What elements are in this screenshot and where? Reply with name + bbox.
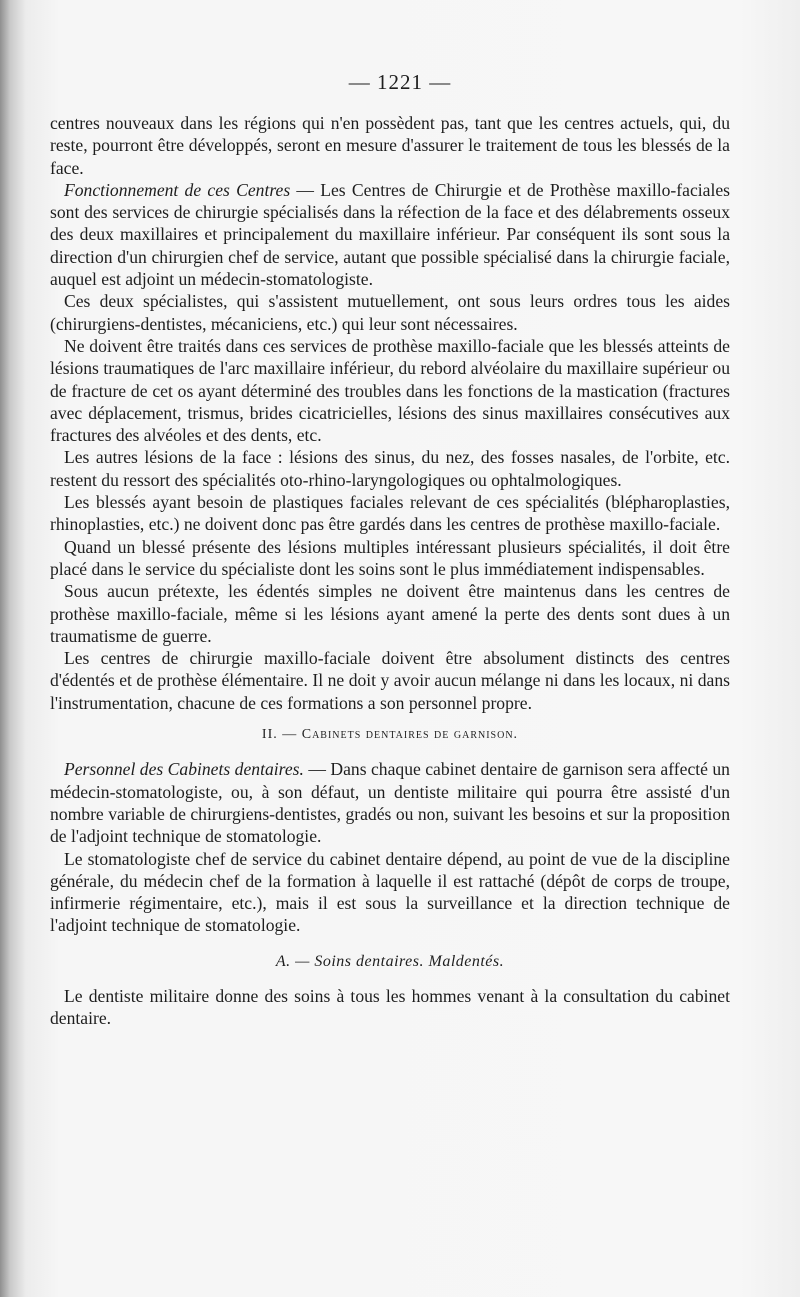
paragraph — [50, 647, 730, 714]
body-text — [50, 112, 730, 1030]
paragraph-text: Les blessés ayant besoin de plastiques faciales relevant de ces spécialités (blépharoplasties, rhinoplasties, etc.) ne doivent donc pas être gardés dans les centres de prothèse maxillo-faciale. — [50, 492, 730, 535]
paragraph — [50, 491, 730, 536]
page-number: — 1221 — — [348, 70, 452, 94]
paragraph-text: Ne doivent être traités dans ces services de prothèse maxillo-faciale que les blessés atteints de lésions traumatiques de l'arc maxillaire inférieur, du rebord alvéolaire du maxillaire supérieur ou de fracture de cet os ayant déterminé des troubles dans les fonctions de la mastication (fractures avec déplacement, trismus, brides cicatricielles, lésions des sinus maxillaires consécutives aux fractures des alvéoles et des dents, etc. — [50, 335, 730, 446]
paragraph — [50, 848, 730, 937]
paragraph-text: — Dans chaque cabinet dentaire de garnison sera affecté un médecin-stomatologiste, ou, à son défaut, un dentiste militaire qui pourra être assisté d'un nombre variable de chirurgiens-dentistes, gradés ou non, suivant les besoins et sur la proposition de l'adjoint technique de stomatologie. — [50, 759, 730, 847]
sub-heading: A. — Soins dentaires. Maldentés. — [275, 952, 505, 970]
paragraph — [50, 446, 730, 491]
paragraph-text: centres nouveaux dans les régions qui n'en possèdent pas, tant que les centres actuels, qui, du reste, pourront être développés, seront en mesure d'assurer le traitement de tous les blessés de la face. — [50, 113, 730, 178]
paragraph — [50, 758, 730, 847]
paragraph-lead: Personnel des Cabinets dentaires. — [64, 759, 304, 780]
paragraph — [50, 985, 730, 1030]
paragraph — [50, 179, 730, 290]
paragraph — [50, 335, 730, 446]
paragraph-text: — Les Centres de Chirurgie et de Prothèse maxillo-faciales sont des services de chirurgie spécialisés dans la réfection de la face et des délabrements osseux des deux maxillaires et principalement du maxillaire inférieur. Par conséquent ils sont sous la direction d'un chirurgien chef de service, autant que possible spécialisé dans la chirurgie faciale, auquel est adjoint un médecin-stomatologiste. — [50, 179, 730, 290]
paragraph-lead: Fonctionnement de ces Centres — [64, 179, 291, 200]
paragraph — [50, 536, 730, 581]
paragraph-text: Le dentiste militaire donne des soins à tous les hommes venant à la consultation du cabinet dentaire. — [50, 985, 730, 1029]
paragraph-text: Sous aucun prétexte, les édentés simples ne doivent être maintenus dans les centres de prothèse maxillo-faciale, même si les lésions ayant amené la perte des dents sont dues à un traumatisme de guerre. — [50, 581, 730, 646]
paragraph-text: Les autres lésions de la face : lésions des sinus, du nez, des fosses nasales, de l'orbite, etc. restent du ressort des spécialités oto-rhino-laryngologiques ou ophtalmologiques. — [50, 447, 730, 490]
paragraph — [50, 112, 730, 179]
paragraph-text: Quand un blessé présente des lésions multiples intéressant plusieurs spécialités, il doit être placé dans le service du spécialiste dont les soins sont le plus immédiatement indispensables. — [50, 536, 730, 579]
section-heading: II. — Cabinets dentaires de garnison. — [261, 727, 519, 743]
paragraph — [50, 290, 730, 335]
paragraph-text: Ces deux spécialistes, qui s'assistent mutuellement, ont sous leurs ordres tous les aides (chirurgiens-dentistes, mécaniciens, etc.) qui leur sont nécessaires. — [50, 291, 730, 334]
paragraph-text: Le stomatologiste chef de service du cabinet dentaire dépend, au point de vue de la discipline générale, du médecin chef de la formation à laquelle il est rattaché (dépôt de corps de troupe, infirmerie régimentaire, etc.), mais il est sous la surveillance et la direction technique de l'adjoint technique de stomatologie. — [50, 848, 730, 936]
paragraph-text: Les centres de chirurgie maxillo-faciale doivent être absolument distincts des centres d'édentés et de prothèse élémentaire. Il ne doit y avoir aucun mélange ni dans les locaux, ni dans l'instrumentation, chacune de ces formations a son personnel propre. — [50, 648, 730, 713]
paragraph — [50, 580, 730, 647]
